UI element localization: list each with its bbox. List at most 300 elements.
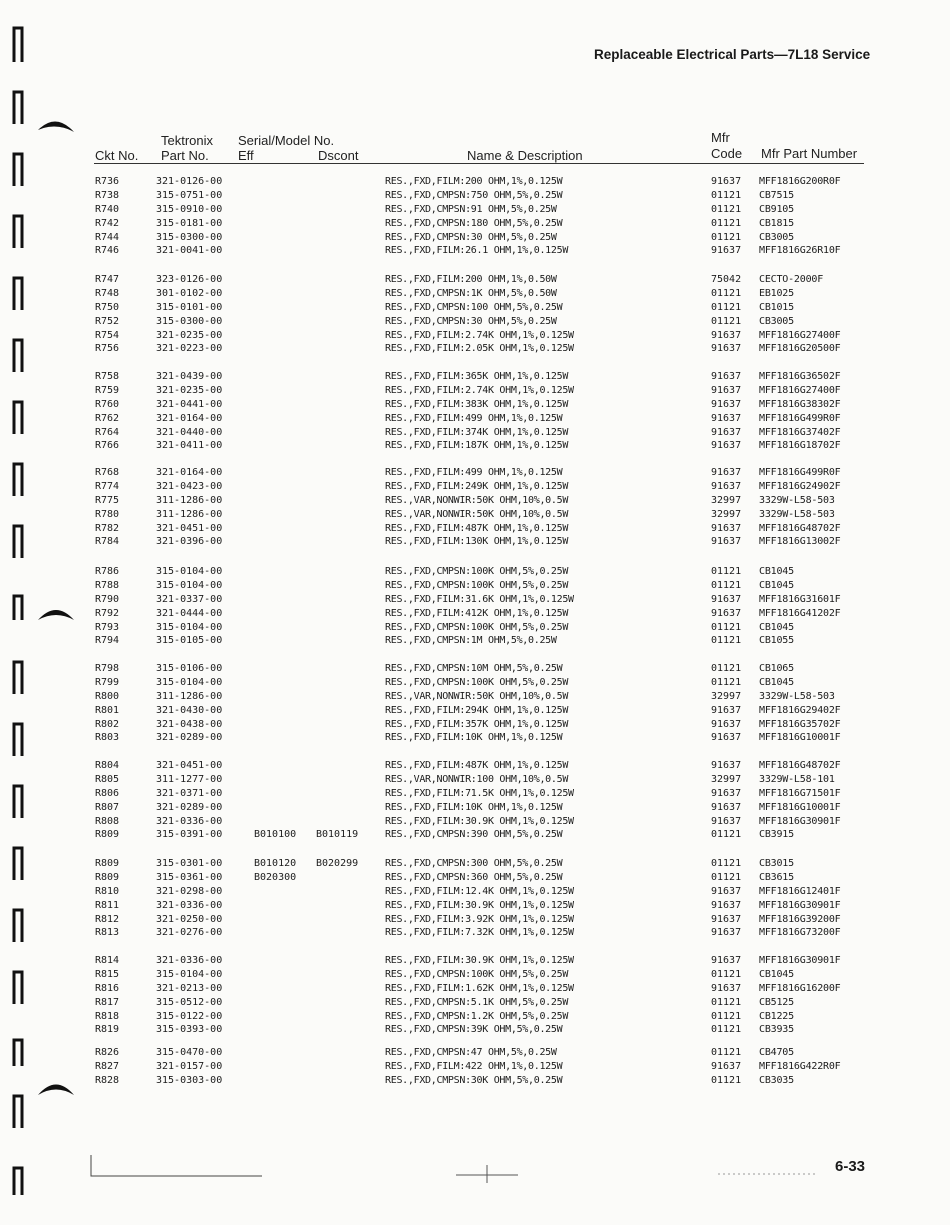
name-description: RES.,FXD,FILM:499 OHM,1%,0.125W: [385, 467, 563, 478]
tek-part-no: 315-0106-00: [156, 663, 223, 674]
mfr-part-number: MFF1816G37402F: [759, 426, 841, 438]
ckt-no: R813: [95, 927, 120, 939]
tek-part-no: 321-0451-00: [156, 760, 223, 771]
table-row: [0, 315, 950, 329]
mfr-part-number: MFF1816G12401F: [759, 885, 841, 897]
mfr-code: 01121: [711, 301, 742, 313]
name-description: RES.,FXD,FILM:2.05K OHM,1%,0.125W: [385, 343, 574, 355]
name-description: RES.,FXD,CMPSN:100K OHM,5%,0.25W: [385, 566, 569, 577]
footer-crosshair-mark: [456, 1165, 518, 1183]
mfr-part-number: CB1045: [759, 621, 794, 633]
mfr-part-number: MFF1816G20500F: [759, 343, 841, 355]
mfr-part-number: MFF1816G10001F: [759, 732, 841, 744]
ckt-no: R758: [95, 371, 120, 382]
mfr-code: 01121: [711, 871, 742, 883]
serial-dscont: B020299: [316, 858, 359, 869]
mfr-code: 91637: [711, 398, 742, 410]
ckt-no: R784: [95, 536, 120, 548]
mfr-part-number: 3329W-L58-101: [759, 773, 835, 785]
header-rule: [94, 163, 864, 164]
tek-part-no: 315-0910-00: [156, 203, 223, 215]
name-description: RES.,FXD,FILM:130K OHM,1%,0.125W: [385, 536, 569, 548]
mfr-part-number: CECTO-2000F: [759, 274, 824, 285]
name-description: RES.,FXD,CMPSN:1.2K OHM,5%,0.25W: [385, 1010, 569, 1022]
mfr-part-number: MFF1816G38302F: [759, 398, 841, 410]
mfr-code: 32997: [711, 690, 742, 702]
tek-part-no: 315-0181-00: [156, 217, 223, 229]
mfr-code: 91637: [711, 522, 742, 534]
ckt-no: R793: [95, 621, 120, 633]
table-row: [0, 828, 950, 842]
tek-part-no: 321-0164-00: [156, 467, 223, 478]
name-description: RES.,FXD,FILM:10K OHM,1%,0.125W: [385, 732, 563, 744]
name-description: RES.,FXD,CMPSN:10M OHM,5%,0.25W: [385, 663, 563, 674]
name-description: RES.,FXD,CMPSN:360 OHM,5%,0.25W: [385, 871, 563, 883]
mfr-part-number: CB1045: [759, 566, 794, 577]
ckt-no: R809: [95, 871, 120, 883]
ckt-no: R810: [95, 885, 120, 897]
mfr-part-number: CB1015: [759, 301, 794, 313]
name-description: RES.,FXD,CMPSN:100 OHM,5%,0.25W: [385, 301, 563, 313]
tek-part-no: 315-0393-00: [156, 1024, 223, 1036]
name-description: RES.,FXD,CMPSN:1M OHM,5%,0.25W: [385, 635, 557, 647]
tek-part-no: 321-0438-00: [156, 718, 223, 730]
mfr-code: 91637: [711, 371, 742, 382]
mfr-part-number: MFF1816G48702F: [759, 760, 841, 771]
mfr-part-number: MFF1816G499R0F: [759, 467, 841, 478]
footer-dotted-mark: [718, 1173, 818, 1175]
tek-part-no: 315-0751-00: [156, 189, 223, 201]
mfr-part-number: 3329W-L58-503: [759, 508, 835, 520]
ckt-no: R812: [95, 913, 120, 925]
ckt-no: R760: [95, 398, 120, 410]
table-row: [0, 273, 950, 287]
mfr-part-number: CB9105: [759, 203, 794, 215]
table-row: [0, 384, 950, 398]
mfr-code: 01121: [711, 621, 742, 633]
mfr-part-number: MFF1816G200R0F: [759, 176, 841, 187]
mfr-part-number: CB3935: [759, 1024, 794, 1036]
name-description: RES.,FXD,FILM:10K OHM,1%,0.125W: [385, 801, 563, 813]
ckt-no: R766: [95, 440, 120, 452]
tek-part-no: 321-0336-00: [156, 815, 223, 827]
table-row: [0, 522, 950, 536]
ckt-no: R762: [95, 412, 120, 424]
mfr-code: 01121: [711, 968, 742, 980]
mfr-code: 01121: [711, 231, 742, 243]
tek-part-no: 321-0336-00: [156, 899, 223, 911]
ckt-no: R759: [95, 384, 120, 396]
ckt-no: R817: [95, 996, 120, 1008]
mfr-code: 91637: [711, 982, 742, 994]
name-description: RES.,FXD,FILM:71.5K OHM,1%,0.125W: [385, 787, 574, 799]
mfr-part-number: MFF1816G36502F: [759, 371, 841, 382]
serial-eff: B020300: [254, 871, 297, 883]
parts-group: [0, 175, 950, 258]
ckt-no: R826: [95, 1047, 120, 1058]
tek-part-no: 321-0223-00: [156, 343, 223, 355]
mfr-code: 01121: [711, 287, 742, 299]
table-row: [0, 593, 950, 607]
table-row: [0, 968, 950, 982]
ckt-no: R799: [95, 676, 120, 688]
tek-part-no: 315-0104-00: [156, 566, 223, 577]
name-description: RES.,FXD,FILM:12.4K OHM,1%,0.125W: [385, 885, 574, 897]
ckt-no: R746: [95, 245, 120, 257]
table-row: [0, 801, 950, 815]
mfr-part-number: MFF1816G13002F: [759, 536, 841, 548]
mfr-part-number: MFF1816G16200F: [759, 982, 841, 994]
ckt-no: R754: [95, 329, 120, 341]
tek-part-no: 321-0451-00: [156, 522, 223, 534]
name-description: RES.,FXD,FILM:487K OHM,1%,0.125W: [385, 760, 569, 771]
table-row: [0, 885, 950, 899]
ckt-no: R764: [95, 426, 120, 438]
tek-part-no: 321-0213-00: [156, 982, 223, 994]
mfr-code: 91637: [711, 787, 742, 799]
mfr-part-number: EB1025: [759, 287, 794, 299]
name-description: RES.,FXD,FILM:365K OHM,1%,0.125W: [385, 371, 569, 382]
tek-part-no: 321-0411-00: [156, 440, 223, 452]
tek-part-no: 321-0441-00: [156, 398, 223, 410]
name-description: RES.,FXD,FILM:2.74K OHM,1%,0.125W: [385, 329, 574, 341]
page-number: 6-33: [835, 1158, 866, 1175]
table-row: [0, 634, 950, 648]
ckt-no: R809: [95, 829, 120, 841]
name-description: RES.,FXD,FILM:249K OHM,1%,0.125W: [385, 480, 569, 492]
tek-part-no: 321-0276-00: [156, 927, 223, 939]
name-description: RES.,FXD,FILM:3.92K OHM,1%,0.125W: [385, 913, 574, 925]
ckt-no: R814: [95, 955, 120, 966]
tek-part-no: 321-0298-00: [156, 885, 223, 897]
name-description: RES.,FXD,FILM:357K OHM,1%,0.125W: [385, 718, 569, 730]
ckt-no: R827: [95, 1060, 120, 1072]
name-description: RES.,FXD,CMPSN:300 OHM,5%,0.25W: [385, 858, 563, 869]
mfr-code: 91637: [711, 440, 742, 452]
table-row: [0, 466, 950, 480]
tek-part-no: 315-0300-00: [156, 231, 223, 243]
mfr-part-number: MFF1816G29402F: [759, 704, 841, 716]
mfr-code: 75042: [711, 274, 742, 285]
name-description: RES.,VAR,NONWIR:50K OHM,10%,0.5W: [385, 508, 569, 520]
mfr-part-number: MFF1816G73200F: [759, 927, 841, 939]
table-row: [0, 954, 950, 968]
ckt-no: R786: [95, 566, 120, 577]
mfr-code: 01121: [711, 203, 742, 215]
tek-part-no: 321-0041-00: [156, 245, 223, 257]
ckt-no: R800: [95, 690, 120, 702]
parts-group: [0, 662, 950, 745]
table-row: [0, 398, 950, 412]
table-row: [0, 871, 950, 885]
mfr-part-number: MFF1816G499R0F: [759, 412, 841, 424]
table-row: [0, 231, 950, 245]
table-row: [0, 773, 950, 787]
table-row: [0, 203, 950, 217]
ckt-no: R818: [95, 1010, 120, 1022]
table-row: [0, 565, 950, 579]
mfr-part-number: MFF1816G35702F: [759, 718, 841, 730]
tek-part-no: 321-0250-00: [156, 913, 223, 925]
tek-part-no: 315-0391-00: [156, 829, 223, 841]
table-row: [0, 189, 950, 203]
mfr-code: 91637: [711, 927, 742, 939]
ckt-no: R809: [95, 858, 120, 869]
mfr-code: 01121: [711, 1010, 742, 1022]
mfr-code: 01121: [711, 635, 742, 647]
mfr-code: 91637: [711, 718, 742, 730]
name-description: RES.,FXD,FILM:7.32K OHM,1%,0.125W: [385, 927, 574, 939]
parts-group: [0, 273, 950, 356]
table-row: [0, 535, 950, 549]
col-tektronix: Tektronix: [161, 133, 214, 148]
ckt-no: R794: [95, 635, 120, 647]
table-row: [0, 508, 950, 522]
mfr-part-number: MFF1816G18702F: [759, 440, 841, 452]
mfr-part-number: MFF1816G10001F: [759, 801, 841, 813]
mfr-code: 01121: [711, 829, 742, 841]
tek-part-no: 311-1286-00: [156, 690, 223, 702]
mfr-code: 32997: [711, 508, 742, 520]
ckt-no: R811: [95, 899, 120, 911]
mfr-part-number: MFF1816G24902F: [759, 480, 841, 492]
ckt-no: R805: [95, 773, 120, 785]
parts-group: [0, 1046, 950, 1088]
mfr-part-number: CB1225: [759, 1010, 794, 1022]
tek-part-no: 315-0470-00: [156, 1047, 223, 1058]
mfr-code: 01121: [711, 1074, 742, 1086]
name-description: RES.,FXD,CMPSN:1K OHM,5%,0.50W: [385, 287, 557, 299]
ckt-no: R738: [95, 189, 120, 201]
mfr-part-number: MFF1816G27400F: [759, 384, 841, 396]
mfr-code: 91637: [711, 245, 742, 257]
ckt-no: R750: [95, 301, 120, 313]
name-description: RES.,FXD,FILM:30.9K OHM,1%,0.125W: [385, 955, 574, 966]
page-header-title: Replaceable Electrical Parts—7L18 Service: [594, 47, 871, 62]
mfr-code: 91637: [711, 593, 742, 605]
name-description: RES.,FXD,CMPSN:5.1K OHM,5%,0.25W: [385, 996, 569, 1008]
mfr-part-number: CB1045: [759, 579, 794, 591]
mfr-code: 91637: [711, 815, 742, 827]
mfr-code: 91637: [711, 899, 742, 911]
ckt-no: R808: [95, 815, 120, 827]
table-row: [0, 439, 950, 453]
mfr-code: 91637: [711, 384, 742, 396]
table-row: [0, 676, 950, 690]
tek-part-no: 321-0157-00: [156, 1060, 223, 1072]
mfr-part-number: CB1065: [759, 663, 794, 674]
tek-part-no: 315-0104-00: [156, 579, 223, 591]
mfr-part-number: MFF1816G30901F: [759, 815, 841, 827]
table-row: [0, 731, 950, 745]
name-description: RES.,FXD,FILM:422 OHM,1%,0.125W: [385, 1060, 563, 1072]
serial-dscont: B010119: [316, 829, 359, 841]
name-description: RES.,FXD,FILM:30.9K OHM,1%,0.125W: [385, 899, 574, 911]
table-row: [0, 815, 950, 829]
mfr-code: 91637: [711, 955, 742, 966]
parts-group: [0, 370, 950, 453]
tek-part-no: 301-0102-00: [156, 287, 223, 299]
tek-part-no: 315-0104-00: [156, 968, 223, 980]
mfr-code: 91637: [711, 607, 742, 619]
ckt-no: R801: [95, 704, 120, 716]
name-description: RES.,FXD,CMPSN:100K OHM,5%,0.25W: [385, 579, 569, 591]
col-serial-model: Serial/Model No.: [238, 133, 335, 148]
mfr-part-number: 3329W-L58-503: [759, 494, 835, 506]
table-row: [0, 217, 950, 231]
mfr-part-number: 3329W-L58-503: [759, 690, 835, 702]
tek-part-no: 315-0104-00: [156, 621, 223, 633]
mfr-part-number: CB3615: [759, 871, 794, 883]
tek-part-no: 315-0303-00: [156, 1074, 223, 1086]
table-row: [0, 412, 950, 426]
col-mfr-code: Code: [711, 146, 743, 161]
table-row: [0, 329, 950, 343]
table-row: [0, 244, 950, 258]
name-description: RES.,FXD,CMPSN:100K OHM,5%,0.25W: [385, 968, 569, 980]
parts-group: [0, 857, 950, 940]
mfr-code: 91637: [711, 426, 742, 438]
name-description: RES.,VAR,NONWIR:100 OHM,10%,0.5W: [385, 773, 569, 785]
ckt-no: R736: [95, 176, 120, 187]
table-row: [0, 1010, 950, 1024]
table-row: [0, 926, 950, 940]
mfr-code: 32997: [711, 773, 742, 785]
table-row: [0, 301, 950, 315]
name-description: RES.,FXD,FILM:383K OHM,1%,0.125W: [385, 398, 569, 410]
mfr-code: 01121: [711, 566, 742, 577]
parts-group: [0, 954, 950, 1037]
name-description: RES.,FXD,FILM:2.74K OHM,1%,0.125W: [385, 384, 574, 396]
mfr-code: 91637: [711, 480, 742, 492]
mfr-code: 91637: [711, 343, 742, 355]
col-mfr: Mfr: [711, 130, 730, 145]
mfr-part-number: CB3005: [759, 231, 794, 243]
name-description: RES.,FXD,CMPSN:39K OHM,5%,0.25W: [385, 1024, 563, 1036]
serial-eff: B010120: [254, 858, 297, 869]
ckt-no: R815: [95, 968, 120, 980]
ckt-no: R752: [95, 315, 120, 327]
mfr-code: 01121: [711, 217, 742, 229]
table-row: [0, 718, 950, 732]
mfr-code: 91637: [711, 801, 742, 813]
name-description: RES.,FXD,FILM:187K OHM,1%,0.125W: [385, 440, 569, 452]
mfr-part-number: CB1045: [759, 676, 794, 688]
tek-part-no: 311-1277-00: [156, 773, 223, 785]
mfr-part-number: CB1045: [759, 968, 794, 980]
tek-part-no: 321-0439-00: [156, 371, 223, 382]
table-row: [0, 662, 950, 676]
ckt-no: R780: [95, 508, 120, 520]
mfr-code: 01121: [711, 996, 742, 1008]
tek-part-no: 321-0289-00: [156, 732, 223, 744]
tek-part-no: 321-0337-00: [156, 593, 223, 605]
name-description: RES.,FXD,FILM:26.1 OHM,1%,0.125W: [385, 245, 569, 257]
name-description: RES.,VAR,NONWIR:50K OHM,10%,0.5W: [385, 494, 569, 506]
mfr-code: 91637: [711, 704, 742, 716]
mfr-code: 91637: [711, 536, 742, 548]
table-row: [0, 426, 950, 440]
mfr-code: 01121: [711, 1024, 742, 1036]
name-description: RES.,FXD,FILM:412K OHM,1%,0.125W: [385, 607, 569, 619]
tek-part-no: 315-0300-00: [156, 315, 223, 327]
tek-part-no: 315-0301-00: [156, 858, 223, 869]
name-description: RES.,FXD,CMPSN:30 OHM,5%,0.25W: [385, 315, 557, 327]
ckt-no: R768: [95, 467, 120, 478]
tek-part-no: 321-0126-00: [156, 176, 223, 187]
mfr-part-number: MFF1816G30901F: [759, 899, 841, 911]
name-description: RES.,FXD,CMPSN:30K OHM,5%,0.25W: [385, 1074, 563, 1086]
ckt-no: R803: [95, 732, 120, 744]
mfr-part-number: MFF1816G30901F: [759, 955, 841, 966]
parts-group: [0, 565, 950, 648]
tek-part-no: 315-0105-00: [156, 635, 223, 647]
ckt-no: R775: [95, 494, 120, 506]
mfr-code: 01121: [711, 189, 742, 201]
name-description: RES.,FXD,FILM:1.62K OHM,1%,0.125W: [385, 982, 574, 994]
ckt-no: R804: [95, 760, 120, 771]
table-row: [0, 759, 950, 773]
ckt-no: R802: [95, 718, 120, 730]
tek-part-no: 315-0101-00: [156, 301, 223, 313]
table-row: [0, 480, 950, 494]
mfr-code: 01121: [711, 858, 742, 869]
table-row: [0, 982, 950, 996]
mfr-part-number: MFF1816G48702F: [759, 522, 841, 534]
parts-group: [0, 466, 950, 549]
mfr-part-number: CB4705: [759, 1047, 794, 1058]
name-description: RES.,FXD,FILM:200 OHM,1%,0.125W: [385, 176, 563, 187]
ckt-no: R756: [95, 343, 120, 355]
col-dscont: Dscont: [318, 148, 359, 163]
ckt-no: R742: [95, 217, 120, 229]
tek-part-no: 321-0336-00: [156, 955, 223, 966]
tek-part-no: 321-0430-00: [156, 704, 223, 716]
mfr-part-number: MFF1816G39200F: [759, 913, 841, 925]
col-mfr-part-number: Mfr Part Number: [761, 146, 858, 161]
tek-part-no: 315-0361-00: [156, 871, 223, 883]
ckt-no: R806: [95, 787, 120, 799]
mfr-code: 01121: [711, 315, 742, 327]
tek-part-no: 315-0512-00: [156, 996, 223, 1008]
name-description: RES.,FXD,CMPSN:100K OHM,5%,0.25W: [385, 676, 569, 688]
table-row: [0, 494, 950, 508]
ckt-no: R747: [95, 274, 120, 285]
name-description: RES.,FXD,CMPSN:180 OHM,5%,0.25W: [385, 217, 563, 229]
name-description: RES.,FXD,CMPSN:30 OHM,5%,0.25W: [385, 231, 557, 243]
tek-part-no: 321-0164-00: [156, 412, 223, 424]
mfr-part-number: CB5125: [759, 996, 794, 1008]
ckt-no: R788: [95, 579, 120, 591]
name-description: RES.,FXD,CMPSN:390 OHM,5%,0.25W: [385, 829, 563, 841]
mfr-code: 91637: [711, 329, 742, 341]
serial-eff: B010100: [254, 829, 297, 841]
tek-part-no: 321-0444-00: [156, 607, 223, 619]
mfr-code: 01121: [711, 663, 742, 674]
mfr-code: 32997: [711, 494, 742, 506]
mfr-part-number: CB1055: [759, 635, 794, 647]
name-description: RES.,FXD,CMPSN:750 OHM,5%,0.25W: [385, 189, 563, 201]
col-eff: Eff: [238, 148, 254, 163]
name-description: RES.,FXD,FILM:294K OHM,1%,0.125W: [385, 704, 569, 716]
ckt-no: R748: [95, 287, 120, 299]
table-row: [0, 342, 950, 356]
mfr-code: 91637: [711, 1060, 742, 1072]
table-row: [0, 1023, 950, 1037]
mfr-code: 01121: [711, 1047, 742, 1058]
mfr-code: 91637: [711, 760, 742, 771]
tek-part-no: 321-0289-00: [156, 801, 223, 813]
